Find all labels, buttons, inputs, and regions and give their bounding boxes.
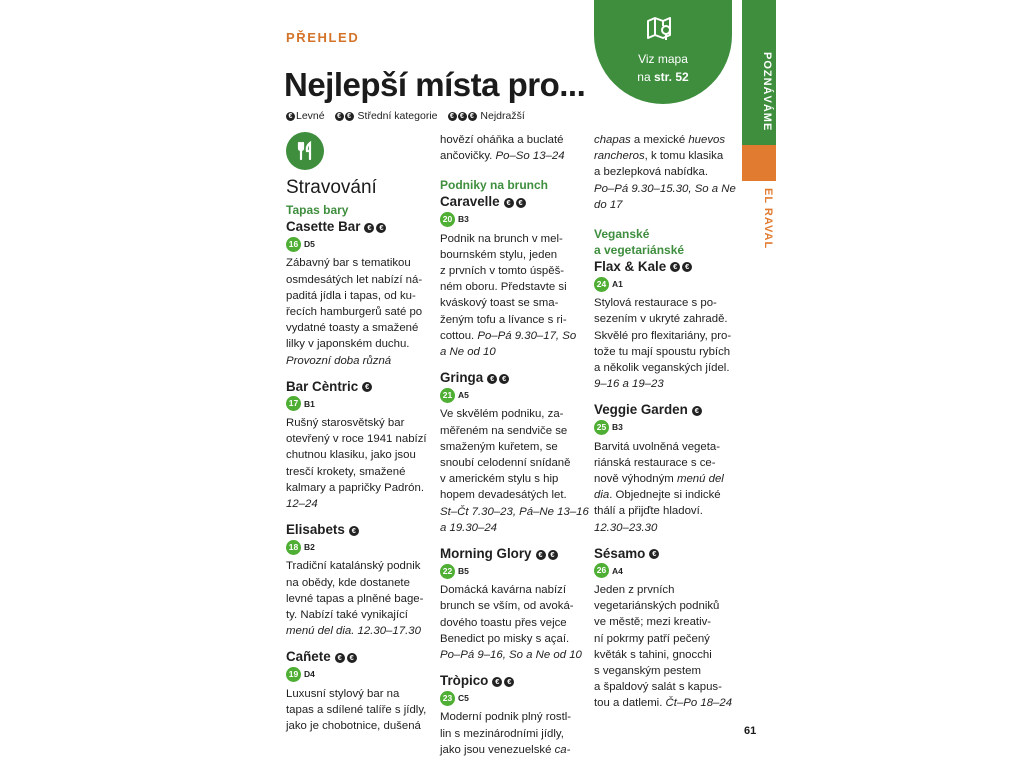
venue-description: Domácká kavárna nabízí brunch se vším, od avoká- dového toastu přes vejce Benedict po misky s açaí. Po–Pá 9–16, So a Ne od 10 [440, 582, 586, 663]
price-coin-icon: € [468, 112, 477, 121]
side-tab-top-label: POZNÁVÁME [761, 52, 773, 132]
opening-hours: Po–Pá 9–16, So a Ne od 10 [440, 649, 582, 662]
venue-name: Elisabets € [286, 521, 432, 538]
venue-description: Luxusní stylový bar na tapas a sdílené talíře s jídly, jako je chobotnice, dušená [286, 687, 427, 733]
grid-ref: B1 [304, 398, 315, 409]
venue-name: Morning Glory € € [440, 545, 586, 562]
side-tab-orange [742, 145, 776, 181]
map-ref [594, 419, 740, 435]
venue-description: Moderní podnik plný rostl- lin s mezinárodními jídly, jako jsou venezuelské ca- [440, 711, 572, 756]
fork-knife-icon [286, 132, 324, 170]
venue-description: Jeden z prvních vegetariánských podniků ve městě; mezi kreativ- ní pokrmy patří pečený květák s tahini, gnocchi s veganským pestem a špaldový salát s kapus- tou a datlemi. Čt–Po 18–24 [594, 584, 733, 710]
price-coin-icon: € [364, 223, 374, 233]
map-marker-icon: 19 [286, 667, 301, 682]
map-ref-line1: Viz mapa [638, 52, 688, 66]
venue-name: Bar Cèntric € [286, 378, 432, 395]
grid-ref: B3 [458, 214, 469, 225]
map-ref-prefix: na [637, 70, 654, 84]
price-coin-icon: € [448, 112, 457, 121]
map-marker-icon: 25 [594, 420, 609, 435]
section-kicker: PŘEHLED [286, 30, 360, 45]
price-coin-icon: € [649, 549, 659, 559]
opening-hours: 12.30–23.30 [594, 521, 658, 534]
map-ref [286, 666, 432, 682]
page-title: Nejlepší místa pro... [284, 66, 586, 103]
price-coin-icon: € [487, 374, 497, 384]
map-marker-icon: 21 [440, 388, 455, 403]
venue-name: Flax & Kale € € [594, 258, 740, 275]
opening-hours: Po–Pá 9.30–15.30, So a Ne [594, 182, 736, 195]
opening-hours: St–Čt 7.30–23, Pá–Ne 13–16 [440, 505, 589, 518]
map-marker-icon: 23 [440, 691, 455, 706]
side-tab-bottom-label: EL RAVAL [762, 188, 774, 250]
section-title: Stravování [286, 177, 377, 198]
map-marker-icon: 16 [286, 237, 301, 252]
price-coin-icon: € [536, 550, 546, 560]
opening-hours: 12.30–17.30 [354, 625, 421, 638]
venue-name: Casette Bar € € [286, 218, 432, 235]
opening-hours: 9–16 a 19–23 [594, 378, 664, 391]
map-ref [440, 387, 586, 403]
legend-cheap: Levné [296, 110, 325, 122]
venue-description: Barvitá uvolněná vegeta- riánská restaurace s ce- nově výhodným menú del dia. Objednejte si indické thálí a přijďte hladoví. 12.30–23.30 [594, 439, 740, 536]
map-reference[interactable] [606, 50, 720, 86]
venue-description: Ve skvělém podniku, za- měřeném na sendviče se smaženým kuřetem, se snoubí celodenní snídaně v americkém stylu s hip hopem devadesátých let. St–Čt 7.30–23, Pá–Ne 13–16 a 19.30–24 [440, 408, 589, 534]
legend-mid: Střední kategorie [357, 110, 438, 122]
map-marker-icon: 26 [594, 563, 609, 578]
price-coin-icon: € [504, 198, 514, 208]
venue-name: Sésamo € [594, 545, 740, 562]
venue-description: Tradiční katalánský podnik na obědy, kde dostanete levné tapas a plněné bage- ty. Nabízí také vynikající menú del dia. 12.30–17.30 [286, 560, 424, 638]
venue-description: Zábavný bar s tematikou osmdesátých let nabízí ná- paditá jídla i tapas, od ku- řecích hamburgerů saté po vydatné toasty a smažené lilky v japonském duchu. Provozní doba různá [286, 255, 432, 368]
price-coin-icon: € [347, 653, 357, 663]
map-ref [594, 563, 740, 579]
price-legend [286, 110, 535, 122]
map-ref [440, 690, 586, 706]
grid-ref: B3 [612, 422, 623, 433]
venue-description: Rušný starosvětský bar otevřený v roce 1941 nabízí chutnou klasiku, jako jsou tresčí krokety, smažené kalmary a papričky Padrón. 12–24 [286, 415, 432, 512]
price-coin-icon: € [670, 262, 680, 272]
opening-hours: Po–Pá 9.30–17, So [474, 329, 577, 342]
venue-description: Stylová restaurace s po- sezením v ukryté zahradě. Skvělé pro flexitariány, pro- tože tu mají spoustu rybích a několik veganských jídel. 9–16 a 19–23 [594, 295, 740, 392]
price-coin-icon: € [458, 112, 467, 121]
map-marker-icon: 20 [440, 212, 455, 227]
map-ref [440, 211, 586, 227]
venue-name: Cañete € € [286, 648, 432, 665]
column-2 [440, 132, 589, 758]
map-ref [440, 563, 586, 579]
map-ref [286, 539, 432, 555]
venue-description-continued: chapas a mexické huevos rancheros, k tomu klasika a bezlepková nabídka. Po–Pá 9.30–15.30, So a Ne do 17 [594, 132, 740, 213]
price-coin-icon: € [504, 677, 514, 687]
column-3 [594, 132, 740, 712]
price-coin-icon: € [516, 198, 526, 208]
map-ref [286, 396, 432, 412]
price-coin-icon: € [335, 653, 345, 663]
map-marker-icon: 18 [286, 540, 301, 555]
price-coin-icon: € [345, 112, 354, 121]
map-ref [594, 276, 740, 292]
grid-ref: A1 [612, 279, 623, 290]
grid-ref: B5 [458, 566, 469, 577]
venue-name: Gringa € € [440, 369, 586, 386]
map-ref [286, 236, 432, 252]
price-coin-icon: € [349, 526, 359, 536]
column-1 [286, 132, 432, 734]
venue-name: Tròpico € € [440, 672, 586, 689]
subhead-brunch: Podniky na brunch [440, 178, 549, 193]
legend-top: Nejdražší [480, 110, 525, 122]
price-coin-icon: € [376, 223, 386, 233]
price-coin-icon: € [492, 677, 502, 687]
subhead-vegan: Veganské a vegetariánské [594, 227, 685, 258]
price-coin-icon: € [362, 382, 372, 392]
price-coin-icon: € [692, 406, 702, 416]
grid-ref: D4 [304, 669, 315, 680]
opening-hours: Provozní doba různá [286, 354, 392, 367]
map-marker-icon: 24 [594, 277, 609, 292]
grid-ref: B2 [304, 542, 315, 553]
subhead-tapas: Tapas bary [286, 203, 349, 218]
map-marker-icon: 17 [286, 396, 301, 411]
opening-hours: Po–So 13–24 [492, 150, 565, 163]
grid-ref: C5 [458, 693, 469, 704]
venue-description: Podnik na brunch v mel- bournském stylu, jeden z prvních v tomto úspěš- ném oboru. Představte si kváskový toast se sma- ženým tofu a lívance s ri- cottou. Po–Pá 9.30–17, So a Ne od 10 [440, 232, 577, 359]
grid-ref: A5 [458, 390, 469, 401]
map-marker-icon: 22 [440, 564, 455, 579]
price-coin-icon: € [548, 550, 558, 560]
price-coin-icon: € [499, 374, 509, 384]
venue-name: Veggie Garden € [594, 401, 740, 418]
map-ref-page: str. 52 [653, 70, 689, 84]
grid-ref: A4 [612, 565, 623, 576]
price-coin-icon: € [335, 112, 344, 121]
map-icon [645, 14, 675, 49]
price-coin-icon: € [286, 112, 295, 121]
grid-ref: D5 [304, 239, 315, 250]
venue-description-continued: hovězí oháňka a buclaté ančovičky. Po–So 13–24 [440, 134, 565, 163]
page-number: 61 [744, 725, 757, 737]
venue-name: Caravelle € € [440, 193, 586, 210]
price-coin-icon: € [682, 262, 692, 272]
opening-hours: Čt–Po 18–24 [662, 697, 733, 710]
opening-hours: 12–24 [286, 498, 318, 511]
